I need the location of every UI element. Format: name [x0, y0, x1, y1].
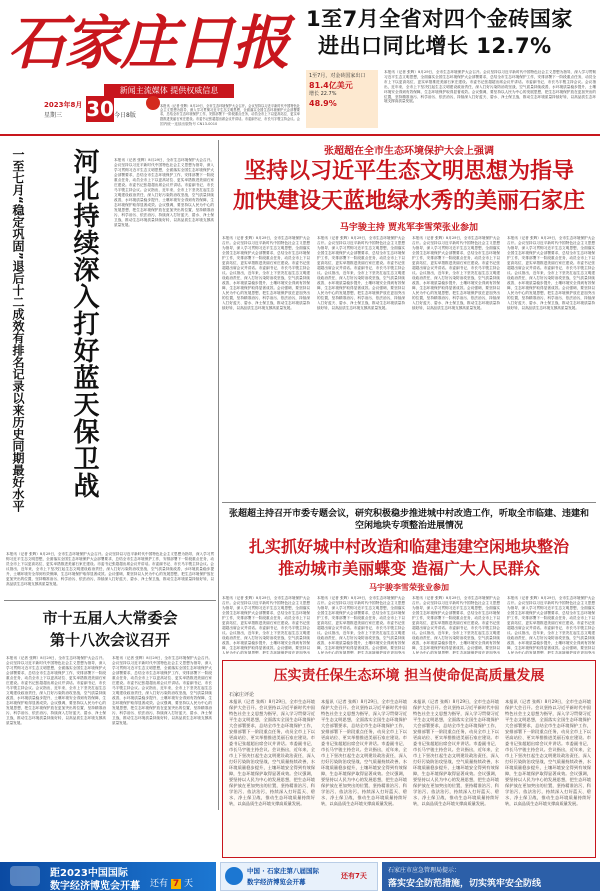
footer-ad-digital-countdown: 还有7天: [341, 872, 367, 880]
top-stats-text1: 1至7月，对金砖国家出口: [309, 73, 366, 79]
commentary-tag: 石家庄评论: [229, 692, 255, 698]
digital-logo-icon: [225, 867, 243, 885]
masthead-date: 2023年8月: [44, 101, 83, 109]
masthead-divider: [0, 134, 600, 136]
top-headline-line2: 进出口同比增长 12.7%: [318, 34, 552, 58]
lead-article-byline: 马宇骏主持 贾兆军李雪荣张业参加: [339, 223, 479, 233]
footer-ad-safety-line2: 落实安全防范措施，切实筑牢安全防线: [388, 879, 542, 889]
second-article-kicker: 张超超主持召开市委专题会议，研究积极稳步推进城中村改造工作，听取全市临建、违建和空闲地块专项整治进展情况: [228, 509, 589, 531]
second-article-text-1: 本报讯（记者 张辉）8月29日，全市生态环境保护大会召开。会议坚持以习近平新时代中国特色社会主义思想为指导，深入学习贯彻习近平生态文明思想，全面落实全国生态环境保护大会部署要求，总结全市生态环境保护工作，安排部署下一阶段重点任务，动员全市上下以更高站位、更实举措推进美丽石家庄建设。市委书记张超超出席会议并讲话。市委副书记、市长马宇骏主持会议。会议指出，近年来，全市上下坚决扛起生态文明建设政治责任，深入打好污染防治攻坚战，空气质量持续改善，水环境质量稳步提升，土壤环境安全得到有效保障，生态环境保护取得显著成效。会议强调，要坚持以人民为中心的发展思想，把生态环境保护放在更加突出: [222, 596, 310, 654]
top-headline-line1: 1至7月全省对四个金砖国家: [306, 7, 573, 31]
top-article-text: 本报讯（记者 张辉）8月29日，全市生态环境保护大会召开。会议坚持以习近平新时代中国特色社会主义思想为指导，深入学习贯彻习近平生态文明思想，全面落实全国生态环境保护大会部署要求，总结全市生态环境保护工作，安排部署下一阶段重点任务，动员全市上下以更高站位、更实举措推进美丽石家庄建设。市委书记张超超出席会议并讲话。市委副书记、市长马宇骏主持会议。会议指出，近年来，全市上下坚决扛起生态文明建设政治责任，深入打好污染防治攻坚战，空气质量持续改善，水环境质量稳步提升，土壤环境安全得到有效保障，生态环境保护取得显著成效。会议强调，要坚持以人民为中心的发展思想，把生态环境保护放在更加突出的位置，坚持精准治污、科学治污、依法治污，持续深入打好蓝天、碧水、净土保卫战，推动生态环境质量持续好转，以高品质生态环境支撑高质量发展。: [384, 70, 596, 104]
second-article-text-3: 本报讯（记者 张辉）8月29日，全市生态环境保护大会召开。会议坚持以习近平新时代中国特色社会主义思想为指导，深入学习贯彻习近平生态文明思想，全面落实全国生态环境保护大会部署要求，总结全市生态环境保护工作，安排部署下一阶段重点任务，动员全市上下以更高站位、更实举措推进美丽石家庄建设。市委书记张超超出席会议并讲话。市委副书记、市长马宇骏主持会议。会议指出，近年来，全市上下坚决扛起生态文明建设政治责任，深入打好污染防治攻坚战，空气质量持续改善，水环境质量稳步提升，土壤环境安全得到有效保障，生态环境保护取得显著成效。会议强调，要坚持以人民为中心的发展思想，把生态环境保护放在更加突出: [412, 596, 500, 654]
second-article-headline-1: 扎实抓好城中村改造和临建违建空闲地块整治: [248, 537, 569, 556]
masthead: [0, 0, 600, 132]
top-stats-text2: 增长 22.7%: [309, 91, 337, 97]
footer-ad-digital-line2: 数字经济博览会开幕: [247, 878, 306, 886]
masthead-day: 30: [86, 97, 114, 121]
lead-article-text-1: 本报讯（记者 张辉）8月29日，全市生态环境保护大会召开。会议坚持以习近平新时代中国特色社会主义思想为指导，深入学习贯彻习近平生态文明思想，全面落实全国生态环境保护大会部署要求，总结全市生态环境保护工作，安排部署下一阶段重点任务，动员全市上下以更高站位、更实举措推进美丽石家庄建设。市委书记张超超出席会议并讲话。市委副书记、市长马宇骏主持会议。会议指出，近年来，全市上下坚决扛起生态文明建设政治责任，深入打好污染防治攻坚战，空气质量持续改善，水环境质量稳步提升，土壤环境安全得到有效保障，生态环境保护取得显著成效。会议强调，要坚持以人民为中心的发展思想，把生态环境保护放在更加突出的位置，坚持精准治污、科学治污、依法治污，持续深入打好蓝天、碧水、净土保卫战，推动生态环境质量持续好转，以高品质生态环境支撑高质量发展。: [222, 236, 310, 310]
footer-ad-safety-line1: 石家庄市应急管理局提示：: [388, 867, 461, 874]
footer-ad-expo-countdown-prefix: 还有: [150, 879, 169, 889]
masthead-info-strip: 本报讯（记者 张辉）8月29日，全市生态环境保护大会召开。会议坚持以习近平新时代中国特色社会主义思想为指导，深入学习贯彻习近平生态文明思想，全面落实全国生态环境保护大会部署要求，总结全市生态环境保护工作，安排部署下一阶段重点任务，动员全市上下以更高站位、更实举措推进美丽石家庄建设。市委书记张超超出席会议并讲话。市委副书记、市长马宇骏主持会议。会: [160, 104, 300, 121]
masthead-title: 石家庄日报: [8, 9, 289, 77]
top-headline: [306, 6, 596, 60]
commentary-headline: 压实责任保生态环境 担当使命促高质量发展: [273, 668, 545, 684]
footer-ad-expo-countdown-num: 7: [172, 879, 180, 889]
second-article: [222, 506, 596, 656]
masthead-weekday: 星期三: [44, 112, 63, 119]
footer-ad-digital[interactable]: [220, 862, 378, 891]
second-article-headline-2: 推动城市美丽蝶变 造福广大人民群众: [278, 559, 540, 578]
commentary-text-1: 本报讯（记者 张辉）8月29日，全市生态环境保护大会召开。会议坚持以习近平新时代中国特色社会主义思想为指导，深入学习贯彻习近平生态文明思想，全面落实全国生态环境保护大会部署要求，总结全市生态环境保护工作，安排部署下一阶段重点任务，动员全市上下以更高站位、更实举措推进美丽石家庄建设。市委书记张超超出席会议并讲话。市委副书记、市长马宇骏主持会议。会议指出，近年来，全市上下坚决扛起生态文明建设政治责任，深入打好污染防治攻坚战，空气质量持续改善，水环境质量稳步提升，土壤环境安全得到有效保障，生态环境保护取得显著成效。会议强调，要坚持以人民为中心的发展思想，把生态环境保护放在更加突出的位置，坚持精准治污、科学治污、依法治污，持续深入打好蓝天、碧水、净土保卫战，推动生态环境质量持续好转，以高品质生态环境支撑高质量发展。: [229, 699, 315, 806]
bottom-left-article: [4, 604, 216, 854]
masthead-slogan-text: 新闻主流媒体 提供权威信息: [119, 86, 219, 95]
lead-divider: [222, 502, 596, 503]
bottom-left-text-2: 本报讯（记者 张辉）8月29日，全市生态环境保护大会召开。会议坚持以习近平新时代中国特色社会主义思想为指导，深入学习贯彻习近平生态文明思想，全面落实全国生态环境保护大会部署要求，总结全市生态环境保护工作，安排部署下一阶段重点任务，动员全市上下以更高站位、更实举措推进美丽石家庄建设。市委书记张超超出席会议并讲话。市委副书记、市长马宇骏主持会议。会议指出，近年来，全市上下坚决扛起生态文明建设政治责任，深入打好污染防治攻坚战，空气质量持续改善，水环境质量稳步提升，土壤环境安全得到有效保障，生态环境保护取得显著成效。会议强调，要坚持以人民为中心的发展思想，把生态环境保护放在更加突出的位置，坚持精准治污、科学治污、依法治污，持续深入打好蓝天、碧水、净土保卫战，推动生态环境质量持续好转，以高品质生态环境支撑高质量发展。: [112, 656, 212, 725]
second-article-text-2: 本报讯（记者 张辉）8月29日，全市生态环境保护大会召开。会议坚持以习近平新时代中国特色社会主义思想为指导，深入学习贯彻习近平生态文明思想，全面落实全国生态环境保护大会部署要求，总结全市生态环境保护工作，安排部署下一阶段重点任务，动员全市上下以更高站位、更实举措推进美丽石家庄建设。市委书记张超超出席会议并讲话。市委副书记、市长马宇骏主持会议。会议指出，近年来，全市上下坚决扛起生态文明建设政治责任，深入打好污染防治攻坚战，空气质量持续改善，水环境质量稳步提升，土壤环境安全得到有效保障，生态环境保护取得显著成效。会议强调，要坚持以人民为中心的发展思想，把生态环境保护放在更加突出: [317, 596, 405, 654]
footer-ad-expo-countdown: [150, 876, 193, 889]
commentary-box: [222, 660, 596, 858]
footer-ad-safety[interactable]: [382, 862, 600, 891]
commentary-text-2: 本报讯（记者 张辉）8月29日，全市生态环境保护大会召开。会议坚持以习近平新时代中国特色社会主义思想为指导，深入学习贯彻习近平生态文明思想，全面落实全国生态环境保护大会部署要求，总结全市生态环境保护工作，安排部署下一阶段重点任务，动员全市上下以更高站位、更实举措推进美丽石家庄建设。市委书记张超超出席会议并讲话。市委副书记、市长马宇骏主持会议。会议指出，近年来，全市上下坚决扛起生态文明建设政治责任，深入打好污染防治攻坚战，空气质量持续改善，水环境质量稳步提升，土壤环境安全得到有效保障，生态环境保护取得显著成效。会议强调，要坚持以人民为中心的发展思想，把生态环境保护放在更加突出的位置，坚持精准治污、科学治污、依法治污，持续深入打好蓝天、碧水、净土保卫战，推动生态环境质量持续好转，以高品质生态环境支撑高质量发展。: [321, 699, 407, 806]
commentary-text-3: 本报讯（记者 张辉）8月29日，全市生态环境保护大会召开。会议坚持以习近平新时代中国特色社会主义思想为指导，深入学习贯彻习近平生态文明思想，全面落实全国生态环境保护大会部署要求，总结全市生态环境保护工作，安排部署下一阶段重点任务，动员全市上下以更高站位、更实举措推进美丽石家庄建设。市委书记张超超出席会议并讲话。市委副书记、市长马宇骏主持会议。会议指出，近年来，全市上下坚决扛起生态文明建设政治责任，深入打好污染防治攻坚战，空气质量持续改善，水环境质量稳步提升，土壤环境安全得到有效保障，生态环境保护取得显著成效。会议强调，要坚持以人民为中心的发展思想，把生态环境保护放在更加突出的位置，坚持精准治污、科学治污、依法治污，持续深入打好蓝天、碧水、净土保卫战，推动生态环境质量持续好转，以高品质生态环境支撑高质量发展。: [413, 699, 499, 806]
commentary-text-4: 本报讯（记者 张辉）8月29日，全市生态环境保护大会召开。会议坚持以习近平新时代中国特色社会主义思想为指导，深入学习贯彻习近平生态文明思想，全面落实全国生态环境保护大会部署要求，总结全市生态环境保护工作，安排部署下一阶段重点任务，动员全市上下以更高站位、更实举措推进美丽石家庄建设。市委书记张超超出席会议并讲话。市委副书记、市长马宇骏主持会议。会议指出，近年来，全市上下坚决扛起生态文明建设政治责任，深入打好污染防治攻坚战，空气质量持续改善，水环境质量稳步提升，土壤环境安全得到有效保障，生态环境保护取得显著成效。会议强调，要坚持以人民为中心的发展思想，把生态环境保护放在更加突出的位置，坚持精准治污、科学治污、依法治污，持续深入打好蓝天、碧水、净土保卫战，推动生态环境质量持续好转，以高品质生态环境支撑高质量发展。: [505, 699, 591, 806]
bottom-left-headline-1: 市十五届人大常委会: [42, 609, 178, 627]
masthead-issue-info: 国内统一连续出版物号 CN13-0010: [160, 122, 218, 126]
emblem-icon: [146, 96, 160, 110]
left-story-text-1: 本报讯（记者 张辉）8月29日，全市生态环境保护大会召开。会议坚持以习近平新时代中国特色社会主义思想为指导，深入学习贯彻习近平生态文明思想，全面落实全国生态环境保护大会部署要求，总结全市生态环境保护工作，安排部署下一阶段重点任务，动员全市上下以更高站位、更实举措推进美丽石家庄建设。市委书记张超超出席会议并讲话。市委副书记、市长马宇骏主持会议。会议指出，近年来，全市上下坚决扛起生态文明建设政治责任，深入打好污染防治攻坚战，空气质量持续改善，水环境质量稳步提升，土壤环境安全得到有效保障，生态环境保护取得显著成效。会议强调，要坚持以人民为中心的发展思想，把生态环境保护放在更加突出的位置，坚持精准治污、科学治污、依法治污，持续深入打好蓝天、碧水、净土保卫战，推动生态环境质量持续好转，以高品质生态环境支撑高质量发展。: [114, 158, 214, 227]
lead-article-headline-2: 加快建设天蓝地绿水秀的美丽石家庄: [232, 189, 585, 214]
lead-article-text-2: 本报讯（记者 张辉）8月29日，全市生态环境保护大会召开。会议坚持以习近平新时代中国特色社会主义思想为指导，深入学习贯彻习近平生态文明思想，全面落实全国生态环境保护大会部署要求，总结全市生态环境保护工作，安排部署下一阶段重点任务，动员全市上下以更高站位、更实举措推进美丽石家庄建设。市委书记张超超出席会议并讲话。市委副书记、市长马宇骏主持会议。会议指出，近年来，全市上下坚决扛起生态文明建设政治责任，深入打好污染防治攻坚战，空气质量持续改善，水环境质量稳步提升，土壤环境安全得到有效保障，生态环境保护取得显著成效。会议强调，要坚持以人民为中心的发展思想，把生态环境保护放在更加突出的位置，坚持精准治污、科学治污、依法治污，持续深入打好蓝天、碧水、净土保卫战，推动生态环境质量持续好转，以高品质生态环境支撑高质量发展。: [317, 236, 405, 310]
second-article-byline: 马宇骏李雪荣张业参加: [369, 583, 449, 592]
lead-article-text-4: 本报讯（记者 张辉）8月29日，全市生态环境保护大会召开。会议坚持以习近平新时代中国特色社会主义思想为指导，深入学习贯彻习近平生态文明思想，全面落实全国生态环境保护大会部署要求，总结全市生态环境保护工作，安排部署下一阶段重点任务，动员全市上下以更高站位、更实举措推进美丽石家庄建设。市委书记张超超出席会议并讲话。市委副书记、市长马宇骏主持会议。会议指出，近年来，全市上下坚决扛起生态文明建设政治责任，深入打好污染防治攻坚战，空气质量持续改善，水环境质量稳步提升，土壤环境安全得到有效保障，生态环境保护取得显著成效。会议强调，要坚持以人民为中心的发展思想，把生态环境保护放在更加突出的位置，坚持精准治污、科学治污、依法治污，持续深入打好蓝天、碧水、净土保卫战，推动生态环境质量持续好转，以高品质生态环境支撑高质量发展。: [507, 236, 595, 310]
footer-ad-expo[interactable]: [0, 862, 216, 891]
col-divider-1: [218, 140, 219, 810]
lead-article: [222, 140, 596, 500]
footer-ad-expo-line1: 距2023中国国际: [50, 868, 128, 879]
left-story-headline: 河北持续深入打好蓝天保卫战: [69, 148, 99, 499]
second-article-text-4: 本报讯（记者 张辉）8月29日，全市生态环境保护大会召开。会议坚持以习近平新时代中国特色社会主义思想为指导，深入学习贯彻习近平生态文明思想，全面落实全国生态环境保护大会部署要求，总结全市生态环境保护工作，安排部署下一阶段重点任务，动员全市上下以更高站位、更实举措推进美丽石家庄建设。市委书记张超超出席会议并讲话。市委副书记、市长马宇骏主持会议。会议指出，近年来，全市上下坚决扛起生态文明建设政治责任，深入打好污染防治攻坚战，空气质量持续改善，水环境质量稳步提升，土壤环境安全得到有效保障，生态环境保护取得显著成效。会议强调，要坚持以人民为中心的发展思想，把生态环境保护放在更加突出: [507, 596, 595, 654]
footer-ad-expo-line2: 数字经济博览会开幕: [50, 881, 140, 891]
bottom-left-text-1: 本报讯（记者 张辉）8月29日，全市生态环境保护大会召开。会议坚持以习近平新时代中国特色社会主义思想为指导，深入学习贯彻习近平生态文明思想，全面落实全国生态环境保护大会部署要求，总结全市生态环境保护工作，安排部署下一阶段重点任务，动员全市上下以更高站位、更实举措推进美丽石家庄建设。市委书记张超超出席会议并讲话。市委副书记、市长马宇骏主持会议。会议指出，近年来，全市上下坚决扛起生态文明建设政治责任，深入打好污染防治攻坚战，空气质量持续改善，水环境质量稳步提升，土壤环境安全得到有效保障，生态环境保护取得显著成效。会议强调，要坚持以人民为中心的发展思想，把生态环境保护放在更加突出的位置，坚持精准治污、科学治污、依法治污，持续深入打好蓝天、碧水、净土保卫战，推动生态环境质量持续好转，以高品质生态环境支撑高质量发展。: [6, 656, 106, 725]
footer-ad-digital-line1: 中国 · 石家庄第八届国际: [247, 867, 319, 875]
bottom-left-headline-2: 第十八次会议召开: [49, 631, 170, 649]
footer-ad-expo-countdown-suffix: 天: [184, 879, 194, 889]
left-story: [4, 140, 108, 550]
top-stats-highlight1: 81.4亿美元: [309, 81, 353, 90]
lead-article-text-3: 本报讯（记者 张辉）8月29日，全市生态环境保护大会召开。会议坚持以习近平新时代中国特色社会主义思想为指导，深入学习贯彻习近平生态文明思想，全面落实全国生态环境保护大会部署要求，总结全市生态环境保护工作，安排部署下一阶段重点任务，动员全市上下以更高站位、更实举措推进美丽石家庄建设。市委书记张超超出席会议并讲话。市委副书记、市长马宇骏主持会议。会议指出，近年来，全市上下坚决扛起生态文明建设政治责任，深入打好污染防治攻坚战，空气质量持续改善，水环境质量稳步提升，土壤环境安全得到有效保障，生态环境保护取得显著成效。会议强调，要坚持以人民为中心的发展思想，把生态环境保护放在更加突出的位置，坚持精准治污、科学治污、依法治污，持续深入打好蓝天、碧水、净土保卫战，推动生态环境质量持续好转，以高品质生态环境支撑高质量发展。: [412, 236, 500, 310]
left-story-subhead: 一至七月“稳定巩固”退后十二成效有排名记录以来历史同期最好水平: [11, 148, 25, 512]
left-story-text-2: 本报讯（记者 张辉）8月29日，全市生态环境保护大会召开。会议坚持以习近平新时代中国特色社会主义思想为指导，深入学习贯彻习近平生态文明思想，全面落实全国生态环境保护大会部署要求，总结全市生态环境保护工作，安排部署下一阶段重点任务，动员全市上下以更高站位、更实举措推进美丽石家庄建设。市委书记张超超出席会议并讲话。市委副书记、市长马宇骏主持会议。会议指出，近年来，全市上下坚决扛起生态文明建设政治责任，深入打好污染防治攻坚战，空气质量持续改善，水环境质量稳步提升，土壤环境安全得到有效保障，生态环境保护取得显著成效。会议强调，要坚持以人民为中心的发展思想，把生态环境保护放在更加突出的位置，坚持精准治污、科学治污、依法治污，持续深入打好蓝天、碧水、净土保卫战，推动生态环境质量持续好转，以高品质生态环境支撑高质量发展。: [6, 552, 214, 586]
lead-article-kicker: 张超超在全市生态环境保护大会上强调: [324, 146, 494, 157]
top-stats-highlight2: 48.9%: [309, 99, 337, 108]
lead-article-headline-1: 坚持以习近平生态文明思想为指导: [243, 159, 574, 184]
top-stats-box: [306, 70, 378, 128]
masthead-slogan: [104, 84, 234, 98]
left-lower-divider: [4, 600, 216, 601]
edition-count: 今日8版: [114, 112, 136, 119]
expo-logo-icon: [10, 866, 40, 886]
